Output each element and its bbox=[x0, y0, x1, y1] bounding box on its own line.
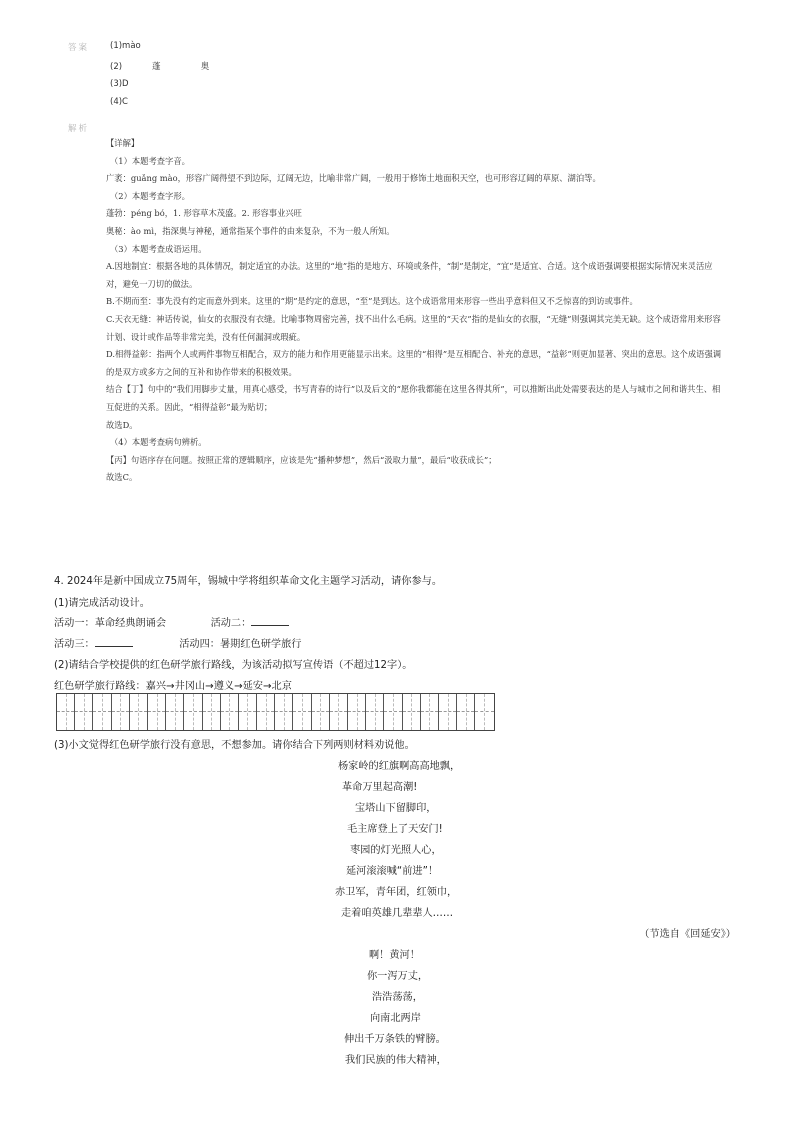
grid-cell[interactable] bbox=[366, 694, 384, 730]
grid-cell[interactable] bbox=[130, 694, 148, 730]
analysis-para: C.天衣无缝：神话传说，仙女的衣服没有衣缝。比喻事物周密完善，找不出什么毛病。这里的“天衣”指的是仙女的衣服，“无缝”则强调其完美无缺。这个成语常用来形容计划、设计或作品等非常完美，没有任何漏洞或瑕疵。 bbox=[106, 313, 721, 342]
poem2-line: 我们民族的伟大精神， bbox=[345, 1055, 447, 1066]
poem1-line: 赤卫军，青年团，红领巾， bbox=[335, 887, 458, 898]
answer-line-4: (4)C bbox=[110, 97, 128, 107]
grid-cell[interactable] bbox=[421, 694, 439, 730]
analysis-para: （4）本题考查病句辨析。 bbox=[110, 437, 207, 448]
activity-3-blank[interactable] bbox=[95, 646, 133, 647]
detail-heading: 【详解】 bbox=[106, 138, 140, 148]
grid-cell[interactable] bbox=[403, 694, 421, 730]
poem2-line: 向南北两岸 bbox=[370, 1013, 421, 1024]
grid-cell[interactable] bbox=[330, 694, 348, 730]
analysis-para: 结合【丁】句中的“我们用脚步丈量，用真心感受，书写青春的诗行”以及后文的“愿你我都能在这里各得其所”，可以推断出此处需要表达的是人与城市之间和谐共生、相互促进的关系。因此，“相得益彰”最为贴切； bbox=[106, 384, 721, 412]
grid-cell[interactable] bbox=[203, 694, 221, 730]
answer-line-2-number: (2) bbox=[110, 62, 123, 72]
poem2-line: 伸出千万条铁的臂膀。 bbox=[344, 1034, 446, 1045]
grid-cell[interactable] bbox=[57, 694, 75, 730]
grid-cell[interactable] bbox=[348, 694, 366, 730]
activity-4: 活动四：暑期红色研学旅行 bbox=[179, 639, 302, 650]
grid-cell[interactable] bbox=[257, 694, 275, 730]
grid-cell[interactable] bbox=[275, 694, 293, 730]
poem2-line: 啊！黄河！ bbox=[369, 950, 420, 961]
analysis-para: 奥秘：ào mì，指深奥与神秘，通常指某个事件的由来复杂，不为一般人所知。 bbox=[106, 225, 395, 236]
grid-cell[interactable] bbox=[312, 694, 330, 730]
answer-char-peng: 蓬 bbox=[152, 62, 161, 72]
grid-cell[interactable] bbox=[221, 694, 239, 730]
analysis-para: B.不期而至：事先没有约定而意外到来。这里的“期”是约定的意思，“至”是到达。这个成语常用来形容一些出乎意料但又不乏惊喜的到访或事件。 bbox=[106, 296, 638, 307]
activity-2-blank[interactable] bbox=[251, 625, 289, 626]
grid-cell[interactable] bbox=[148, 694, 166, 730]
question-4-part-3: (3)小文觉得红色研学旅行没有意思，不想参加。请你结合下列两则材料劝说他。 bbox=[54, 740, 415, 751]
poem1-line: 枣园的灯光照人心， bbox=[350, 845, 442, 856]
answer-line-3: (3)D bbox=[110, 79, 129, 89]
answer-grid[interactable] bbox=[56, 693, 495, 731]
analysis-para: 【丙】句语序存在问题。按照正常的逻辑顺序，应该是先“播种梦想”，然后“汲取力量”，最后“收获成长”； bbox=[106, 454, 497, 465]
question-4-part-2: (2)请结合学校提供的红色研学旅行路线，为该活动拟写宣传语（不超过12字）。 bbox=[54, 660, 413, 671]
grid-cell[interactable] bbox=[112, 694, 130, 730]
grid-cell[interactable] bbox=[439, 694, 457, 730]
poem1-line: 毛主席登上了天安门! bbox=[347, 824, 443, 835]
grid-cell[interactable] bbox=[184, 694, 202, 730]
answer-char-ao: 奥 bbox=[200, 62, 210, 72]
answer-label: 答案 bbox=[68, 43, 90, 53]
grid-cell[interactable] bbox=[293, 694, 311, 730]
analysis-para: （2）本题考查字形。 bbox=[110, 190, 190, 201]
analysis-para: （1）本题考查字音。 bbox=[110, 155, 190, 166]
analysis-para: （3）本题考查成语运用。 bbox=[110, 243, 207, 254]
analysis-label: 解析 bbox=[68, 124, 90, 134]
activity-2-label: 活动二： bbox=[210, 618, 252, 629]
question-4-stem: 4. 2024年是新中国成立75周年，锡城中学将组织革命文化主题学习活动，请你参与。 bbox=[54, 576, 443, 587]
poem1-source: （节选自《回延安》） bbox=[639, 929, 736, 940]
poem2-line: 你一泻万丈， bbox=[367, 971, 429, 982]
answer-line-1: (1)mào bbox=[110, 41, 141, 51]
grid-cell[interactable] bbox=[75, 694, 93, 730]
route-text: 红色研学旅行路线：嘉兴→井冈山→遵义→延安→北京 bbox=[54, 681, 292, 692]
question-4-part-1: (1)请完成活动设计。 bbox=[54, 598, 150, 609]
activity-row-2 bbox=[54, 635, 302, 650]
poem1-line: 杨家岭的红旗啊高高地飘， bbox=[338, 761, 461, 772]
analysis-para: 故选C。 bbox=[106, 472, 138, 483]
grid-cell[interactable] bbox=[166, 694, 184, 730]
analysis-para: A.因地制宜：根据各地的具体情况，制定适宜的办法。这里的“地”指的是地方、环境或条件，“制”是制定，“宜”是适宜、合适。这个成语强调要根据实际情况来灵活应对，避免一刀切的做法。 bbox=[106, 261, 713, 289]
grid-cell[interactable] bbox=[239, 694, 257, 730]
activity-row-1 bbox=[54, 614, 289, 629]
poem1-line: 宝塔山下留脚印， bbox=[355, 803, 437, 814]
poem1-line: 走着咱英雄几辈辈人…… bbox=[341, 908, 454, 919]
poem1-line: 延河滚滚喊“前进”！ bbox=[346, 866, 439, 877]
poem2-line: 浩浩荡荡， bbox=[372, 992, 423, 1003]
grid-cell[interactable] bbox=[457, 694, 475, 730]
answer-line-2 bbox=[110, 60, 209, 72]
grid-cell[interactable] bbox=[384, 694, 402, 730]
analysis-para: 广袤：guǎng mào，形容广阔得望不到边际，辽阔无边，比喻非常广阔，一般用于修饰土地面积天空，也可形容辽阔的草原、湖泊等。 bbox=[106, 173, 601, 184]
grid-cell[interactable] bbox=[93, 694, 111, 730]
grid-cell[interactable] bbox=[475, 694, 493, 730]
analysis-body bbox=[106, 135, 722, 487]
activity-1: 活动一：革命经典朗诵会 bbox=[54, 618, 167, 629]
poem1-line: 革命万里起高潮! bbox=[342, 782, 418, 793]
analysis-para: D.相得益彰：指两个人或两件事物互相配合，双方的能力和作用更能显示出来。这里的“相得”是互相配合、补充的意思，“益彰”则更加显著、突出的意思。这个成语强调的是双方或多方之间的互补和协作带来的积极效果。 bbox=[106, 349, 722, 377]
activity-3-label: 活动三： bbox=[54, 639, 95, 650]
analysis-para: 故选D。 bbox=[106, 419, 138, 430]
analysis-para: 蓬勃：péng bó，1. 形容草木茂盛。2. 形容事业兴旺 bbox=[106, 208, 302, 219]
